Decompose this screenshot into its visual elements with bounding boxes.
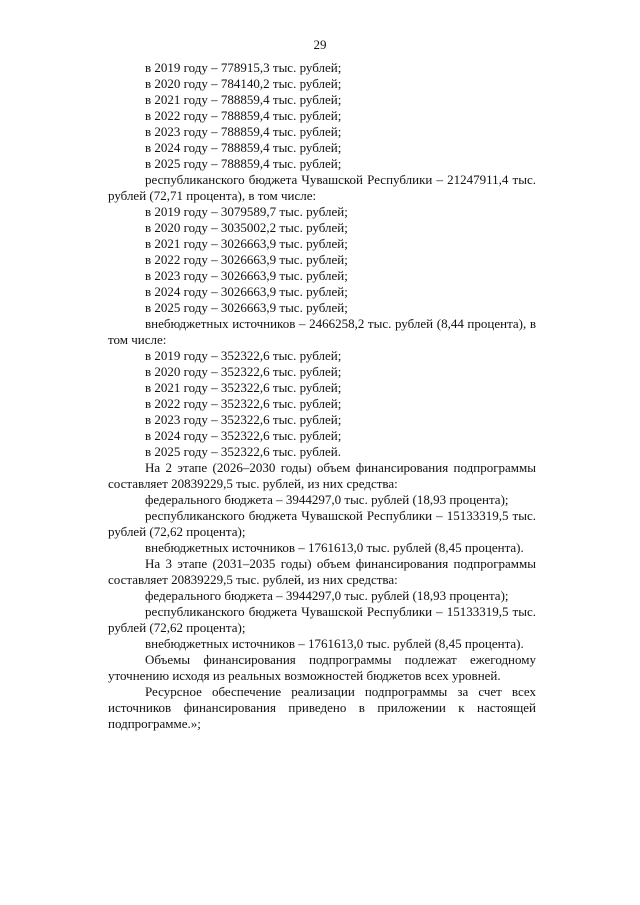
paragraph: в 2022 году – 788859,4 тыс. рублей; [145, 108, 342, 123]
paragraph: Объемы финансирования подпрограммы подлежат ежегодному уточнению исходя из реальных возможностей бюджетов всех уровней. [108, 652, 536, 683]
paragraph: в 2019 году – 3079589,7 тыс. рублей; [145, 204, 348, 219]
paragraph: в 2020 году – 352322,6 тыс. рублей; [145, 364, 342, 379]
paragraph: в 2025 году – 788859,4 тыс. рублей; [145, 156, 342, 171]
paragraph: в 2024 году – 788859,4 тыс. рублей; [145, 140, 342, 155]
paragraph: республиканского бюджета Чувашской Республики – 15133319,5 тыс. рублей (72,62 процента); [108, 604, 536, 635]
paragraph: в 2021 году – 3026663,9 тыс. рублей; [145, 236, 348, 251]
paragraph: в 2024 году – 3026663,9 тыс. рублей; [145, 284, 348, 299]
paragraph: в 2022 году – 3026663,9 тыс. рублей; [145, 252, 348, 267]
paragraph: в 2025 году – 3026663,9 тыс. рублей; [145, 300, 348, 315]
paragraph: внебюджетных источников – 1761613,0 тыс. рублей (8,45 процента). [145, 540, 524, 555]
paragraph: федерального бюджета – 3944297,0 тыс. рублей (18,93 процента); [145, 588, 509, 603]
paragraph: в 2023 году – 788859,4 тыс. рублей; [145, 124, 342, 139]
paragraph: в 2019 году – 778915,3 тыс. рублей; [145, 60, 342, 75]
paragraph: На 3 этапе (2031–2035 годы) объем финансирования подпрограммы составляет 20839229,5 тыс. рублей, из них средства: [108, 556, 536, 587]
paragraph: республиканского бюджета Чувашской Республики – 21247911,4 тыс. рублей (72,71 процента), в том числе: [108, 172, 536, 203]
paragraph: Ресурсное обеспечение реализации подпрограммы за счет всех источников финансирования приведено в приложении к настоящей подпрограмме.»; [108, 684, 536, 731]
paragraph: в 2021 году – 788859,4 тыс. рублей; [145, 92, 342, 107]
paragraph: в 2020 году – 784140,2 тыс. рублей; [145, 76, 342, 91]
paragraph: в 2023 году – 3026663,9 тыс. рублей; [145, 268, 348, 283]
paragraph: в 2019 году – 352322,6 тыс. рублей; [145, 348, 342, 363]
paragraph: На 2 этапе (2026–2030 годы) объем финансирования подпрограммы составляет 20839229,5 тыс. рублей, из них средства: [108, 460, 536, 491]
paragraph: в 2021 году – 352322,6 тыс. рублей; [145, 380, 342, 395]
paragraph: внебюджетных источников – 2466258,2 тыс. рублей (8,44 процента), в том числе: [108, 316, 536, 347]
paragraph: в 2024 году – 352322,6 тыс. рублей; [145, 428, 342, 443]
paragraph: в 2025 году – 352322,6 тыс. рублей. [145, 444, 341, 459]
paragraph: в 2023 году – 352322,6 тыс. рублей; [145, 412, 342, 427]
paragraph: республиканского бюджета Чувашской Республики – 15133319,5 тыс. рублей (72,62 процента); [108, 508, 536, 539]
page-number: 29 [313, 37, 327, 52]
document-body [108, 60, 536, 732]
paragraph: федерального бюджета – 3944297,0 тыс. рублей (18,93 процента); [145, 492, 509, 507]
paragraph: в 2020 году – 3035002,2 тыс. рублей; [145, 220, 348, 235]
paragraph: внебюджетных источников – 1761613,0 тыс. рублей (8,45 процента). [145, 636, 524, 651]
paragraph: в 2022 году – 352322,6 тыс. рублей; [145, 396, 342, 411]
